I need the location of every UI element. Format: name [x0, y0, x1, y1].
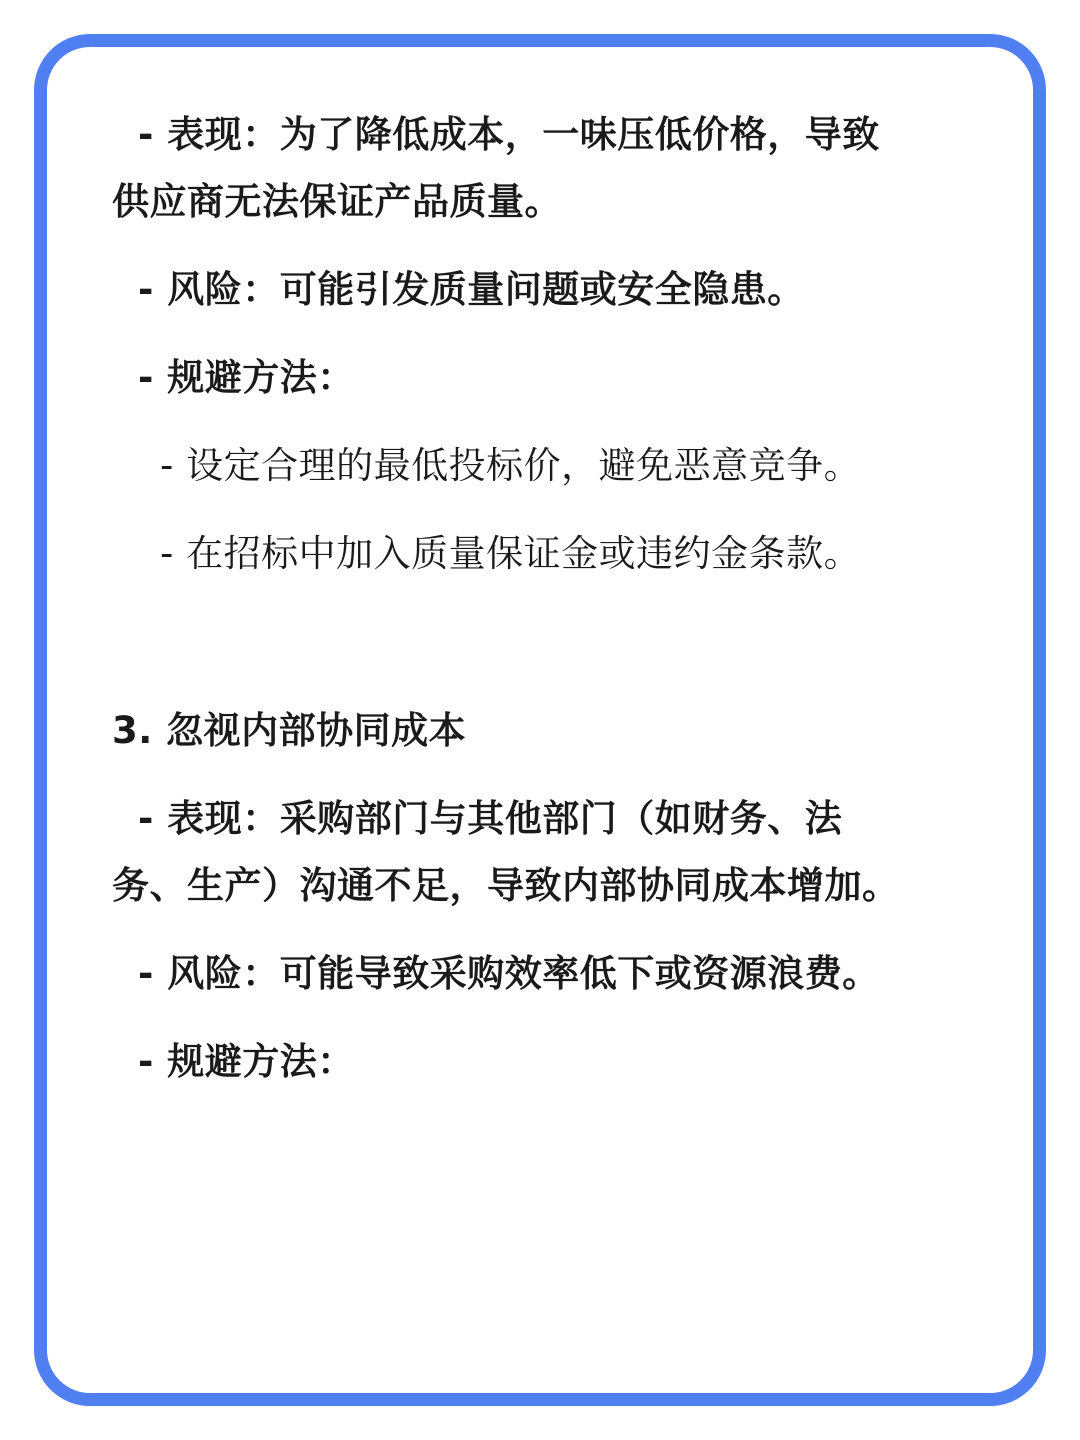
section2-avoid-item-2: - 在招标中加入质量保证金或违约金条款。 [160, 532, 862, 575]
section3-heading: 3. 忽视内部协同成本 [112, 709, 467, 752]
section2-avoid-heading: - 规避方法： [138, 356, 355, 399]
section3-performance-line2: 务、生产）沟通不足，导致内部协同成本增加。 [112, 864, 900, 907]
section3-performance-line1: - 表现：采购部门与其他部门（如财务、法 [138, 797, 843, 840]
section2-performance-line2: 供应商无法保证产品质量。 [112, 180, 562, 223]
section3-avoid-heading: - 规避方法： [138, 1040, 355, 1083]
section2-avoid-item-1: - 设定合理的最低投标价，避免恶意竞争。 [160, 444, 862, 487]
section2-performance-line1: - 表现：为了降低成本，一味压低价格，导致 [138, 113, 880, 156]
section2-risk: - 风险：可能引发质量问题或安全隐患。 [138, 268, 805, 311]
section3-risk: - 风险：可能导致采购效率低下或资源浪费。 [138, 952, 880, 995]
